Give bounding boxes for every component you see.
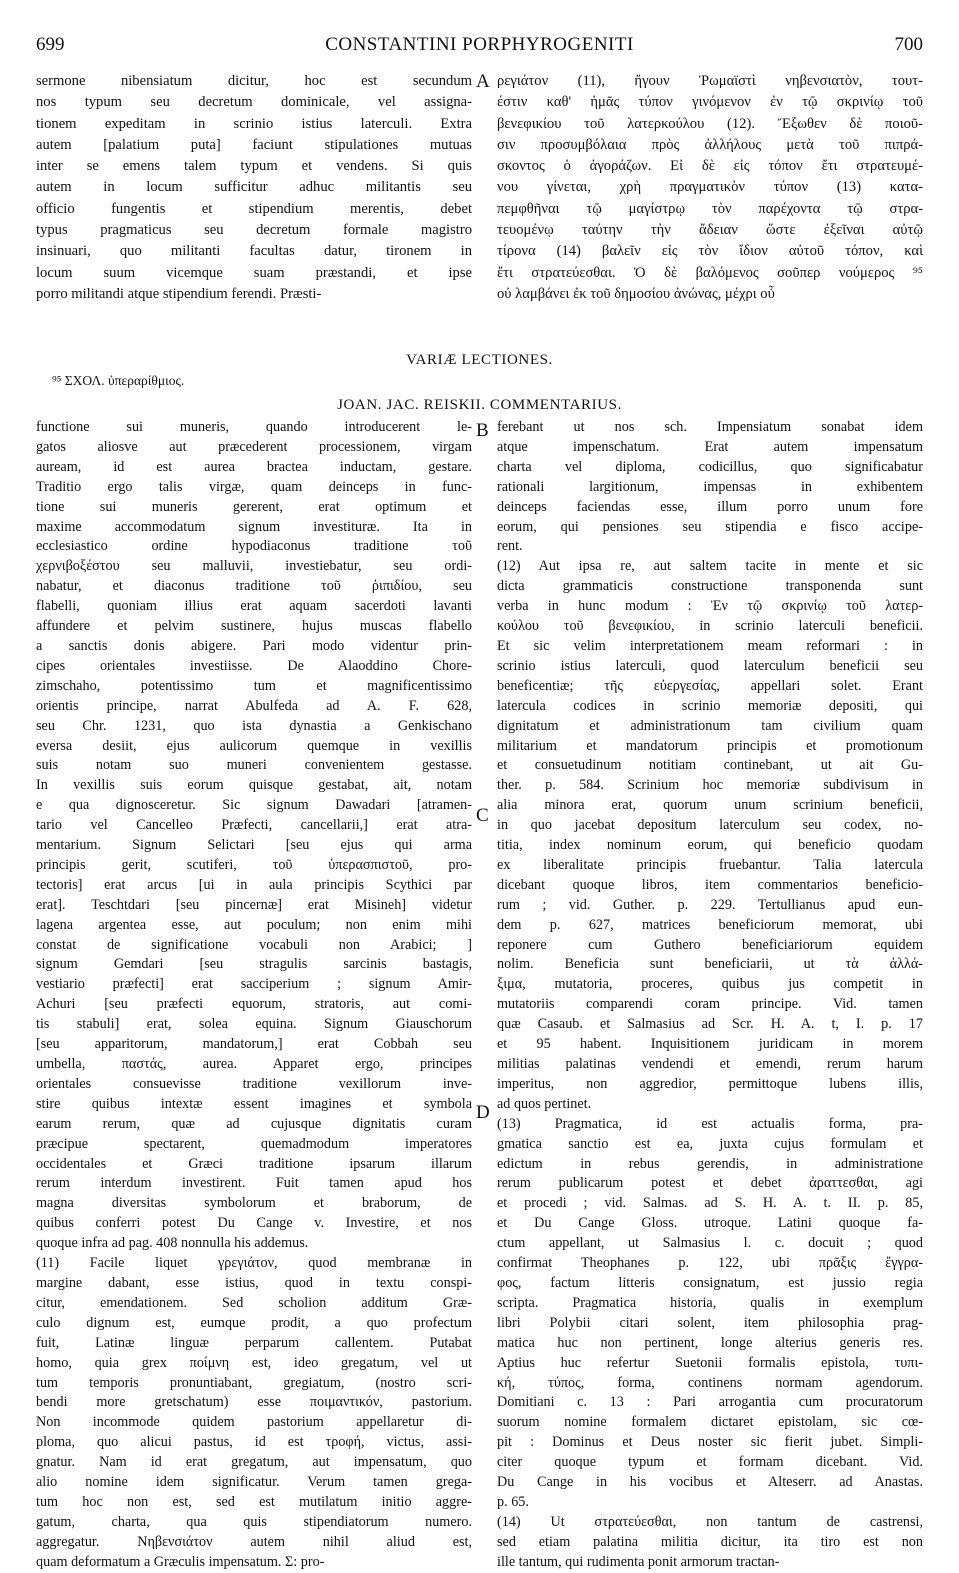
commentary-line: zimschaho, potentissimo tum et magnificentissimo [36,677,472,694]
commentary-line: tum hoc non est, sed est mutilatum initio aggre- [36,1493,472,1510]
commentary-line: κούλου τοῦ βενεφικίου, in scrinio laterculi beneficii. [497,618,923,635]
commentary-line: culo dignum est, eumque prodit, a quo profectum [36,1314,472,1331]
commentary-line: præcipue spectarent, quemadmodum imperatores [36,1135,472,1152]
commentary-line: gatos aliosve aut præcederent processionem, virgam [36,438,472,455]
commentary-line: pit : Dominus et Deus noster sic fierit jubet. Simpli- [497,1434,923,1451]
commentary-line: earum rerum, quæ ad cujusque dignitatis curam [36,1115,472,1132]
commentary-line: reponere cum Guthero beneficiariorum equidem [497,936,923,953]
commentary-line: suis notam suo muneri convenientem gestasse. [36,757,472,774]
text-line: typus pragmaticus seu decretum formale magistro [36,222,472,239]
text-line: porro militandi atque stipendium ferendi. Præsti- [36,285,322,302]
commentary-line: Domitiani c. 13 : Pari arrogantia cum procuratorum [497,1394,923,1411]
main-text-greek [497,71,923,305]
commentary-line: a sanctis donis abigere. Pari modo videntur prin- [36,637,472,654]
text-line: tionem expeditam in scrinio istius laterculi. Extra [36,115,472,132]
commentary-line: auream, id est aurea bractea inductam, gestare. [36,458,472,475]
text-line: insinuari, quo militanti facultas datur, tironem in [36,243,472,260]
commentary-line: e qua dignosceretur. Sic signum Dawadari [atramen- [36,797,472,814]
commentary-line: alio nomine idem significatur. Verum tamen grega- [36,1474,472,1491]
commentary-line: tis stabuli] erat, solea equina. Signum Giauschorum [36,1016,472,1033]
commentary-line: edictum in rebus gerendis, in administratione [497,1155,923,1172]
commentary-line: imperitus, non aggredior, permittoque lubens illis, [497,1075,923,1092]
commentary-line: erat]. Teschtdari [seu pincernæ] erat Misineh] videtur [36,896,472,913]
commentary-line: et consuetudinum notitiam continebant, ut ait Gu- [497,757,923,774]
commentary-line: alia minora erat, quorum unum scrinium beneficii, [497,797,923,814]
commentary-line: ploma, quo alicui pastus, id est τροφή, victus, assi- [36,1434,472,1451]
commentary-line: constat de significatione vocabuli non Arabici; ] [36,936,472,953]
commentary-line: tario vel Cancelleo Præfecti, cancellarii,] erat atra- [36,817,472,834]
commentary-line: flabelli, quoniam illius erat aquam sacerdoti lavanti [36,598,472,615]
commentary-line: tum temporis pronuntiabant, gregiatum, (nostro scri- [36,1374,472,1391]
commentary-line: eversa desiit, ejus aulicorum quemque in vexillis [36,737,472,754]
commentary-line: nabatur, et diaconus traditione τοῦ ῥιπιδίου, seu [36,578,472,595]
text-line: σκοντος ὁ ἀγοράζων. Εἰ δὲ εἰς τόπον ἔτι στρατευμέ- [497,158,923,175]
commentary-line: aggregatur. Νηβενσιάτον autem nihil aliud est, [36,1533,472,1550]
commentary-line: rent. [497,538,523,555]
commentary-line: citur, emendationem. Sed scholion additum Græ- [36,1294,472,1311]
commentary-line: rationali largitionum, impensas in exhibentem [497,478,923,495]
commentary-line: tectoris] erat arcus [ui in aula principis Scythici par [36,876,472,893]
commentary-line: (14) Ut στρατεύεσθαι, non tantum de castrensi, [497,1513,923,1530]
commentary-line: homo, quia grex ποίμνη est, ideo gregatum, vel ut [36,1354,472,1371]
commentary-title: JOAN. JAC. REISKII. COMMENTARIUS. [337,397,622,413]
commentary-line: quoque infra ad pag. 408 nonnulla his addemus. [36,1235,309,1252]
commentary-line: stire quibus intextæ essent imagines et symbola [36,1095,472,1112]
commentary-line: ex liberalitate principis fruebantur. Talia latercula [497,856,923,873]
text-line: τευομένῳ ταύτην τὴν ἄδειαν ὥστε ἐξεῖναι αὐτῷ [497,222,923,239]
commentary-line: sed etiam palatina militia dicitur, ita tiro est non [497,1533,923,1550]
commentary-line: et Du Cange Gloss. utroque. Latini quoque fa- [497,1215,923,1232]
commentary-line: (12) Aut ipsa re, aut saltem tacite in mente et sic [497,558,923,575]
commentary-line: Non incommode quidem pastorium appellaretur di- [36,1414,472,1431]
text-line: σιν προσυμβόλαια πρὸς ἀλλήλους μετὰ τοῦ πιπρά- [497,136,923,153]
text-line: ρεγιάτον (11), ἤγουν Ῥωμαϊστὶ νηβενσιατὸν, τουτ- [497,73,923,89]
commentary-right-column [497,418,923,1573]
marker-d: D [476,1102,490,1123]
commentary-left-column [36,418,472,1573]
page-header [36,34,923,58]
commentary-line: quibus conferri potest Du Cange v. Investire, et nos [36,1215,472,1232]
commentary-line: quæ Casaub. et Salmasius ad Scr. H. A. t, I. p. 17 [497,1016,923,1033]
commentary-line: titia, index nominum eorum, qui beneficio quodam [497,837,923,854]
text-line: inter se emens talem typum et vendens. Si quis [36,158,472,175]
commentary-line: functione sui muneris, quando introducerent le- [36,419,472,435]
text-line: ἔτι στρατεύεσθαι. Ὁ δὲ βαλόμενος σοῦπερ νούμερος ⁹⁵ [497,264,923,281]
commentary-line: orientis principe, narrat Abulfeda ad A. F. 628, [36,697,472,714]
running-title: CONSTANTINI PORPHYROGENITI [325,34,634,55]
commentary-line: ecclesiastico ordine hypodiaconus traditione τοῦ [36,538,472,555]
commentary-line: quam deformatum a Græculis impensatum. Σ: pro- [36,1553,325,1570]
page-number-left: 699 [36,34,65,55]
commentary-line: Et sic velim interpretationem meam reformari : in [497,637,923,654]
commentary-line: gmatica sanctio est ea, juxta cujus formulam et [497,1135,923,1152]
commentary-line: φος, factum litteris consignatum, est jussio regia [497,1274,923,1291]
commentary-line: beneficentiæ; τῆς εὐεργεσίας, appellari solet. Erant [497,677,923,694]
commentary-line: Du Cange in his vocibus et Alteserr. ad Anastas. [497,1474,923,1491]
commentary-line: dem p. 627, matrices beneficiorum memorat, ubi [497,916,923,933]
commentary-line: umbella, παστάς, aurea. Apparet ergo, principes [36,1056,472,1072]
commentary-line: vestiario præfecti] erat sacciperium ; signum Amir- [36,976,472,993]
commentary-line: gatum, charta, qua quis stipendiatorum numero. [36,1513,472,1530]
text-line: officio fungentis et stipendium merentis, debet [36,200,472,217]
commentary-line: matica huc non pertinent, longe alterius generis res. [497,1334,923,1351]
commentary-line: confirmat Theophanes p. 122, ubi πρᾶξις ἔγγρα- [497,1255,923,1272]
commentary-line: magna diversitas symbolorum et braborum, de [36,1195,472,1212]
commentary-line: In vexillis suis eorum quisque gestabat, ait, notam [36,777,472,794]
text-line: έστιν καθ' ἡμᾶς τύπον γινόμενον ἐν τῷ σκρινίῳ τοῦ [497,94,923,111]
commentary-line: [seu apparitorum, mandatorum,] erat Cobbah seu [36,1036,472,1053]
commentary-line: (13) Pragmatica, id est actualis forma, pra- [497,1115,923,1132]
commentary-line: scrinio istius laterculi, quod laterculum beneficii seu [497,657,923,674]
text-line: νου γίνεται, χρὴ πραγματικὸν τύπον (13) κατα- [497,179,923,196]
commentary-line: et procedi ; vid. Salmas. ad S. H. A. t. II. p. 85, [497,1195,923,1212]
commentary-line: militarium et mandatorum principis et promotionum [497,737,923,754]
commentary-line: ctum appellant, ut Salmasius l. c. docuit ; quod [497,1235,923,1252]
commentary-line: ther. p. 584. Scrinium hoc memoriæ subdivisum in [497,777,923,794]
main-text-latin [36,71,472,305]
commentary-line: ferebant ut nos sch. Impensiatum sonabat idem [497,419,923,435]
commentary-line: signum Gemdari [seu stragulis sarcinis bastagis, [36,956,472,973]
marker-a: A [476,71,490,92]
commentary-line: χερνιβοξέστου seu malluvii, investiebatur, seu ordi- [36,558,472,575]
page-number-right: 700 [894,34,923,55]
variae-lectiones-note: ⁹⁵ ΣΧΟΛ. ὑπεραρίθμιος. [52,373,185,388]
commentary-line: eorum, qui pensiones seu stipendia e fisco accipe- [497,518,923,535]
commentary-line: citer quoque typum et formam dicebant. Vid. [497,1454,923,1471]
commentary-line: Aptius huc refertur Suetonii formalis epistola, τυπι- [497,1354,923,1371]
marker-b: B [476,420,489,441]
variae-lectiones-title: VARIÆ LECTIONES. [406,352,553,368]
commentary-line: atque impenschatum. Erat autem impensatum [497,438,923,455]
text-line: locum suum vicemque suam præstandi, et ipse [36,264,472,281]
commentary-line: fuit, Latinæ linguæ perparum callentem. Putabat [36,1334,472,1351]
commentary-line: et 95 habent. Inquisitionem juridicam in morem [497,1036,923,1053]
commentary-line: rerum publicarum potest et debet ἀραττεσθαι, agi [497,1175,923,1192]
commentary-line: mentarium. Signum Selictari [seu ejus qui arma [36,837,472,854]
commentary-line: rum ; vid. Guther. p. 229. Tertullianus apud eun- [497,896,923,913]
commentary-line: deinceps faciendas esse, illum porro unum fore [497,498,923,515]
text-line: sermone nibensiatum dicitur, hoc est secundum [36,73,472,89]
commentary-line: cipes orientales investiisse. De Alaoddino Chore- [36,657,472,674]
commentary-line: mutatoriis comparendi coram principe. Vid. tamen [497,996,923,1013]
commentary-line: in quo jacebat depositum laterculum seu codex, no- [497,817,923,834]
commentary-line: militias palatinas vendendi et emendi, rerum harum [497,1056,923,1072]
text-line: βενεφικίου τοῦ λατερκούλου (12). Ἔξωθεν δὲ ποιοῦ- [497,115,923,132]
text-line: οὐ λαμβάνει ἐκ τοῦ δημοσίου ἀνώνας, μέχρι οὗ [497,285,775,302]
commentary-line: dicta grammaticis constructione transponenda sunt [497,578,923,595]
commentary-line: orientales consuevisse traditione vexillorum inve- [36,1075,472,1092]
commentary-line: seu Chr. 1231, quo ista dynastia a Genkischano [36,717,472,734]
commentary-line: principis gerit, scutiferi, τοῦ ὑπερασπιστοῦ, pro- [36,856,472,873]
commentary-line: suorum nomine formalem dictaret epistolam, sic cœ- [497,1414,923,1431]
commentary-line: nolim. Beneficia sunt beneficiarii, ut τὰ ἀλλά- [497,956,923,973]
commentary-line: Traditio ergo talis virgæ, quam deinceps in func- [36,478,472,495]
commentary-line: charta vel diploma, codicillus, quo significabatur [497,458,923,475]
commentary-line: verba in hunc modum : Ἐν τῷ σκρινίῳ τοῦ λατερ- [497,598,923,615]
commentary-line: κή, τύπος, forma, continens normam agendorum. [497,1374,923,1391]
marker-c: C [476,805,489,826]
commentary-line: maxime accommodatum signum investituræ. Ita in [36,518,472,535]
commentary-line: ille tantum, qui rudimenta ponit armorum tractan- [497,1553,780,1570]
commentary-line: affundere et pelvim sustinere, hujus muscas flabello [36,618,472,635]
commentary-line: dignitatum et administrationum tam civilium quam [497,717,923,734]
text-line: τίρονα (14) βαλεῖν εἰς τὸν ἴδιον αὐτοῦ τόπον, καὶ [497,243,923,260]
commentary-line: Achuri [seu præfecti equorum, stratoris, aut comi- [36,996,472,1013]
text-line: autem [palatium puta] faciunt stipulationes mutuas [36,136,472,153]
commentary-line: latercula codices in scrinio memoriæ depositi, qui [497,697,923,714]
text-line: πεμφθῆναι τῷ μαγίστρῳ τὸν παρέχοντα τῷ στρα- [497,200,923,217]
commentary-line: margine dabant, esse istius, quod in textu conspi- [36,1274,472,1291]
commentary-line: ξιμα, mutatoria, proceres, quibus jus competit in [497,976,923,993]
commentary-line: (11) Facile liquet γρεγιάτον, quod membranæ in [36,1255,472,1272]
text-line: autem in locum sufficitur adhuc militantis seu [36,179,472,196]
commentary-line: bendi more gretschatum) esse ποιμαντικόν, pastorium. [36,1394,472,1411]
text-line: nos typum seu decretum dominicale, vel assigna- [36,94,472,111]
commentary-line: rerum interdum investirent. Fuit tamen apud hos [36,1175,472,1192]
commentary-line: libri Polybii citari solent, item philosophia prag- [497,1314,923,1331]
commentary-line: ad quos pertinet. [497,1095,592,1112]
commentary-line: occidentales et Græci traditione ipsarum illarum [36,1155,472,1172]
commentary-line: lagena argentea esse, aut poculum; non enim mihi [36,916,472,933]
commentary-line: dicebant quoque libros, item commentarios beneficio- [497,876,923,893]
commentary-line: gnatur. Nam id erat gregatum, aut impensatum, quo [36,1454,472,1471]
commentary-line: p. 65. [497,1493,529,1510]
commentary-line: tione sui muneris gererent, erat optimum et [36,498,472,515]
commentary-line: scripta. Pragmatica historia, qualis in exemplum [497,1294,923,1311]
